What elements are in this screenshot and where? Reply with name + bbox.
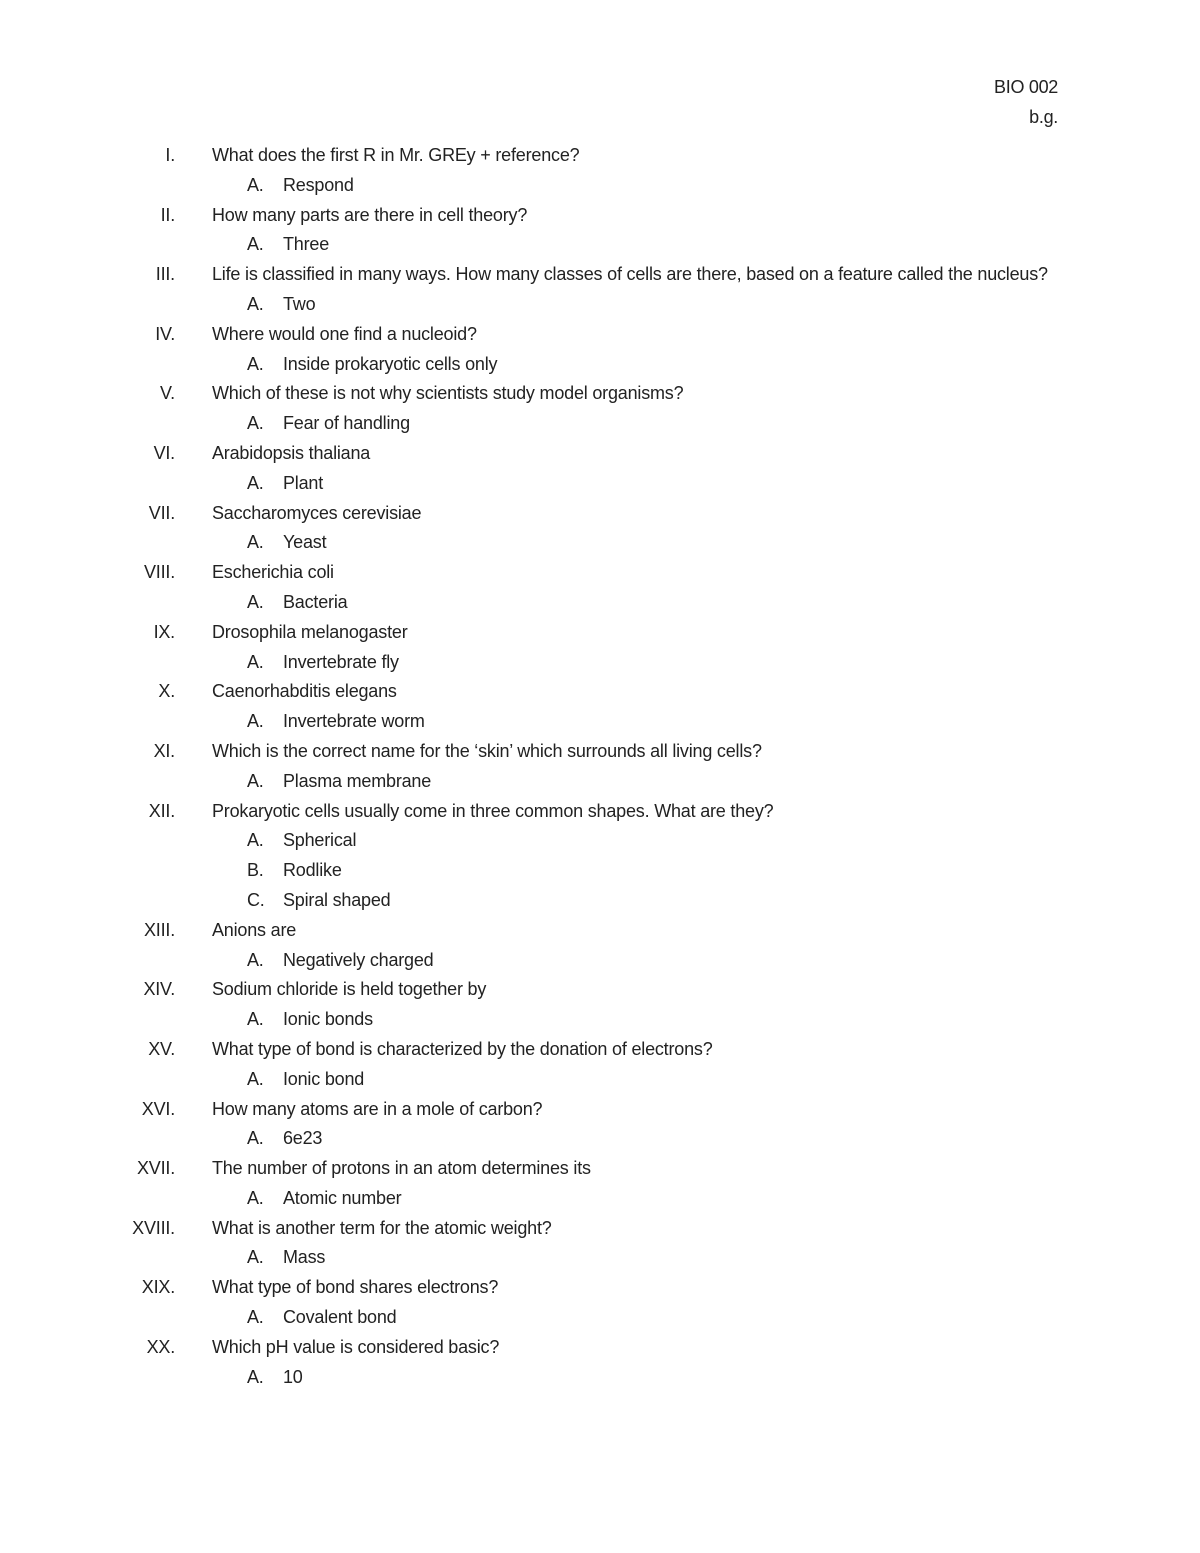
question-text: Sodium chloride is held together by — [212, 979, 487, 1000]
question-number: XIX. — [141, 1277, 175, 1298]
answer-row — [0, 767, 1200, 797]
question-number: XIII. — [143, 919, 175, 940]
answer-text: Plant — [283, 472, 324, 493]
answer-row — [0, 1005, 1200, 1035]
answer-text: Invertebrate worm — [283, 711, 425, 732]
answer-row — [0, 1303, 1200, 1333]
question-number: XV. — [148, 1038, 175, 1059]
question-text: What type of bond shares electrons? — [212, 1277, 499, 1298]
answer-text: Respond — [283, 174, 354, 195]
answer-text: Ionic bonds — [283, 1009, 373, 1030]
answer-text: Fear of handling — [283, 413, 410, 434]
answer-row — [0, 230, 1200, 260]
question-number: XI. — [153, 740, 175, 761]
question-row — [0, 379, 1200, 409]
answer-letter: A. — [247, 293, 264, 314]
question-text: Saccharomyces cerevisiae — [212, 502, 422, 523]
answer-letter: A. — [247, 1187, 264, 1208]
answer-text: Bacteria — [283, 591, 348, 612]
question-outline — [0, 141, 1200, 1392]
question-number: XIV. — [143, 979, 175, 1000]
answer-letter: A. — [247, 1009, 264, 1030]
answer-row — [0, 1065, 1200, 1095]
question-number: VI. — [153, 442, 175, 463]
question-text: Which pH value is considered basic? — [212, 1336, 500, 1357]
answer-row — [0, 1184, 1200, 1214]
question-text: Life is classified in many ways. How many classes of cells are there, based on a feature called the nucleus? — [212, 264, 1048, 285]
question-text: Drosophila melanogaster — [212, 621, 408, 642]
question-text: Anions are — [212, 919, 297, 940]
question-text: The number of protons in an atom determines its — [212, 1158, 591, 1179]
answer-letter: A. — [247, 413, 264, 434]
question-number: VII. — [148, 502, 175, 523]
question-text: Caenorhabditis elegans — [212, 681, 397, 702]
answer-letter: A. — [247, 591, 264, 612]
answer-row — [0, 469, 1200, 499]
question-row — [0, 1095, 1200, 1125]
answer-text: Inside prokaryotic cells only — [283, 353, 498, 374]
answer-letter: A. — [247, 651, 264, 672]
answer-letter: A. — [247, 711, 264, 732]
question-row — [0, 1333, 1200, 1363]
answer-text: Mass — [283, 1247, 326, 1268]
question-text: What does the first R in Mr. GREy + reference? — [212, 145, 580, 165]
answer-text: Two — [283, 293, 316, 314]
answer-text: Plasma membrane — [283, 770, 432, 791]
question-row — [0, 439, 1200, 469]
answer-row — [0, 648, 1200, 678]
question-number: XVII. — [136, 1158, 175, 1179]
answer-text: Rodlike — [283, 860, 342, 881]
answer-letter: A. — [247, 1366, 264, 1387]
question-text: Escherichia coli — [212, 562, 334, 583]
question-row — [0, 618, 1200, 648]
question-number: IX. — [153, 621, 175, 642]
answer-text: Negatively charged — [283, 949, 434, 970]
question-row — [0, 141, 1200, 171]
answer-row — [0, 528, 1200, 558]
question-number: XII. — [148, 800, 175, 821]
answer-row — [0, 290, 1200, 320]
answer-letter: A. — [247, 353, 264, 374]
question-text: Which is the correct name for the ‘skin’ which surrounds all living cells? — [212, 740, 762, 761]
answer-row — [0, 409, 1200, 439]
answer-letter: A. — [247, 174, 264, 195]
question-number: XVI. — [141, 1098, 175, 1119]
question-row — [0, 1214, 1200, 1244]
question-number: III. — [155, 264, 175, 285]
answer-row — [0, 826, 1200, 856]
question-text: How many parts are there in cell theory? — [212, 204, 528, 225]
question-row — [0, 677, 1200, 707]
answer-row — [0, 171, 1200, 201]
question-row — [0, 975, 1200, 1005]
question-row — [0, 1273, 1200, 1303]
answer-letter: A. — [247, 1068, 264, 1089]
answer-row — [0, 856, 1200, 886]
answer-text: Ionic bond — [283, 1068, 365, 1089]
question-row — [0, 737, 1200, 767]
answer-letter: A. — [247, 532, 264, 553]
question-row — [0, 260, 1200, 290]
question-text: Where would one find a nucleoid? — [212, 323, 477, 344]
answer-row — [0, 588, 1200, 618]
question-row — [0, 499, 1200, 529]
answer-letter: A. — [247, 1128, 264, 1149]
question-row — [0, 916, 1200, 946]
answer-row — [0, 1243, 1200, 1273]
question-row — [0, 558, 1200, 588]
question-text: Prokaryotic cells usually come in three common shapes. What are they? — [212, 800, 774, 821]
author-initials: b.g. — [1029, 107, 1058, 127]
answer-row — [0, 946, 1200, 976]
question-number: II. — [160, 204, 175, 225]
answer-letter: A. — [247, 472, 264, 493]
answer-row — [0, 886, 1200, 916]
answer-letter: A. — [247, 949, 264, 970]
question-text: How many atoms are in a mole of carbon? — [212, 1098, 543, 1119]
course-code: BIO 002 — [994, 77, 1058, 97]
question-number: XX. — [146, 1336, 175, 1357]
answer-text: 10 — [283, 1366, 303, 1387]
question-number: IV. — [155, 323, 175, 344]
question-text: Which of these is not why scientists study model organisms? — [212, 383, 684, 404]
answer-text: Atomic number — [283, 1187, 402, 1208]
answer-text: Covalent bond — [283, 1307, 397, 1328]
question-row — [0, 1035, 1200, 1065]
answer-letter: A. — [247, 830, 264, 851]
answer-text: Three — [283, 234, 330, 255]
question-row — [0, 797, 1200, 827]
answer-letter: A. — [247, 770, 264, 791]
question-text: What type of bond is characterized by the donation of electrons? — [212, 1038, 713, 1059]
question-text: What is another term for the atomic weight? — [212, 1217, 552, 1238]
answer-text: Spherical — [283, 830, 357, 851]
answer-text: Yeast — [283, 532, 327, 553]
answer-row — [0, 1124, 1200, 1154]
answer-text: Spiral shaped — [283, 889, 391, 910]
question-number: X. — [158, 681, 175, 702]
answer-row — [0, 1363, 1200, 1393]
question-number: V. — [160, 383, 175, 404]
answer-row — [0, 707, 1200, 737]
answer-text: 6e23 — [283, 1128, 323, 1149]
question-row — [0, 320, 1200, 350]
answer-letter: A. — [247, 234, 264, 255]
answer-letter: B. — [247, 860, 264, 881]
answer-text: Invertebrate fly — [283, 651, 399, 672]
document-header — [994, 72, 1058, 132]
answer-letter: A. — [247, 1247, 264, 1268]
answer-letter: C. — [247, 889, 265, 910]
question-number: XVIII. — [132, 1217, 175, 1238]
question-number: I. — [165, 145, 175, 165]
answer-letter: A. — [247, 1307, 264, 1328]
question-row — [0, 1154, 1200, 1184]
question-number: VIII. — [143, 562, 175, 583]
answer-row — [0, 350, 1200, 380]
question-text: Arabidopsis thaliana — [212, 442, 371, 463]
question-row — [0, 201, 1200, 231]
